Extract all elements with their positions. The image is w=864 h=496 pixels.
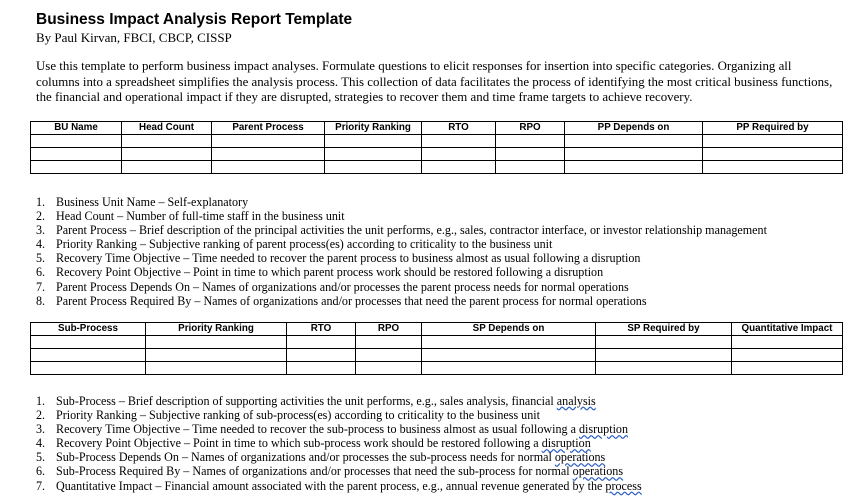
table-cell[interactable]: [565, 148, 703, 161]
table-row: [31, 148, 843, 161]
table-cell[interactable]: [596, 362, 732, 375]
table-cell[interactable]: [287, 349, 356, 362]
intro-paragraph: Use this template to perform business impact analyses. Formulate questions to elicit responses for insertion into specific categories. Organizing all columns into a spreadsheet simplifies the analysis process. This collection of data facilitates the process of identifying the most critical business functions, the financial and operational impact if they are disrupted, strategies to recover them and time frame targets to achieve recovery.: [36, 59, 833, 105]
list-item: 4. Priority Ranking – Subjective ranking of parent process(es) according to criticality to the business unit: [36, 237, 553, 252]
table-header-row: [31, 323, 843, 336]
sub-process-definitions-list: [36, 394, 642, 493]
table-cell[interactable]: [31, 362, 146, 375]
list-item: 5. Sub-Process Depends On – Names of organizations and/or processes the sub-process needs for normal operations: [36, 450, 606, 465]
table-cell[interactable]: [596, 336, 732, 349]
table-cell[interactable]: [732, 336, 843, 349]
table-cell[interactable]: [422, 362, 596, 375]
list-item: 7. Parent Process Depends On – Names of organizations and/or processes the parent process needs for normal operations: [36, 279, 629, 294]
list-item: 7. Quantitative Impact – Financial amount associated with the parent process, e.g., annual revenue generated by the process: [36, 478, 642, 493]
col-rpo: RPO: [496, 122, 565, 135]
sub-process-table: [30, 322, 843, 375]
list-item: 6. Sub-Process Required By – Names of organizations and/or processes that need the sub-process for normal operations: [36, 464, 624, 479]
table-row: [31, 349, 843, 362]
author-byline: By Paul Kirvan, FBCI, CBCP, CISSP: [36, 30, 232, 45]
table-cell[interactable]: [212, 148, 325, 161]
table-cell[interactable]: [422, 148, 496, 161]
table-row: [31, 362, 843, 375]
table-cell[interactable]: [31, 336, 146, 349]
table-cell[interactable]: [496, 148, 565, 161]
table-cell[interactable]: [146, 362, 287, 375]
table-cell[interactable]: [325, 135, 422, 148]
table-cell[interactable]: [732, 362, 843, 375]
col-pp-depends-on: PP Depends on: [565, 122, 703, 135]
col-priority-ranking: Priority Ranking: [146, 323, 287, 336]
table-cell[interactable]: [325, 161, 422, 174]
table-cell[interactable]: [122, 161, 212, 174]
table-cell[interactable]: [31, 161, 122, 174]
table-cell[interactable]: [31, 135, 122, 148]
list-item: 5. Recovery Time Objective – Time needed to recover the parent process to business almost as usual following a disruption: [36, 251, 641, 266]
table-cell[interactable]: [325, 148, 422, 161]
table-header-row: [31, 122, 843, 135]
list-item: 8. Parent Process Required By – Names of organizations and/or processes that need the parent process for normal operations: [36, 293, 647, 308]
spellcheck-flagged-word: operations: [572, 464, 624, 479]
table-cell[interactable]: [565, 161, 703, 174]
spellcheck-flagged-word: process: [605, 478, 642, 493]
table-row: [31, 336, 843, 349]
table-cell[interactable]: [122, 148, 212, 161]
table-cell[interactable]: [732, 349, 843, 362]
table-cell[interactable]: [496, 161, 565, 174]
table-cell[interactable]: [356, 349, 422, 362]
spellcheck-flagged-word: operations: [554, 450, 606, 465]
list-item: 2. Head Count – Number of full-time staff in the business unit: [36, 209, 345, 224]
table-cell[interactable]: [287, 336, 356, 349]
list-item: 3. Recovery Time Objective – Time needed to recover the sub-process to business almost as usual following a disruption: [36, 422, 629, 437]
table-cell[interactable]: [422, 349, 596, 362]
table-cell[interactable]: [703, 161, 843, 174]
table-cell[interactable]: [356, 362, 422, 375]
table-cell[interactable]: [212, 135, 325, 148]
table-cell[interactable]: [287, 362, 356, 375]
col-head-count: Head Count: [122, 122, 212, 135]
table-cell[interactable]: [422, 336, 596, 349]
table-cell[interactable]: [703, 148, 843, 161]
list-item: 2. Priority Ranking – Subjective ranking of sub-process(es) according to criticality to the business unit: [36, 408, 540, 423]
col-rpo: RPO: [356, 323, 422, 336]
table-row: [31, 161, 843, 174]
col-bu-name: BU Name: [31, 122, 122, 135]
parent-process-definitions-list: [36, 195, 767, 308]
col-parent-process: Parent Process: [212, 122, 325, 135]
table-cell[interactable]: [703, 135, 843, 148]
table-cell[interactable]: [422, 135, 496, 148]
col-rto: RTO: [287, 323, 356, 336]
col-sp-required-by: SP Required by: [596, 323, 732, 336]
table-cell[interactable]: [146, 349, 287, 362]
table-cell[interactable]: [122, 135, 212, 148]
col-sp-depends-on: SP Depends on: [422, 323, 596, 336]
list-item: 4. Recovery Point Objective – Point in time to which sub-process work should be restored following a disruption: [36, 436, 591, 451]
list-item: 1. Sub-Process – Brief description of supporting activities the unit performs, e.g., sales analysis, financial analysis: [36, 394, 596, 408]
col-priority-ranking: Priority Ranking: [325, 122, 422, 135]
col-quantitative-impact: Quantitative Impact: [732, 323, 843, 336]
table-cell[interactable]: [31, 349, 146, 362]
spellcheck-flagged-word: disruption: [578, 422, 629, 437]
list-item: 6. Recovery Point Objective – Point in time to which parent process work should be restored following a disruption: [36, 265, 604, 280]
list-item: 3. Parent Process – Brief description of the principal activities the unit performs, e.g., sales, contractor interface, or investor relationship management: [36, 223, 767, 238]
spellcheck-flagged-word: analysis: [556, 394, 596, 408]
table-row: [31, 135, 843, 148]
col-sub-process: Sub-Process: [31, 323, 146, 336]
table-cell[interactable]: [596, 349, 732, 362]
table-cell[interactable]: [422, 161, 496, 174]
table-cell[interactable]: [146, 336, 287, 349]
table-cell[interactable]: [565, 135, 703, 148]
document-title: Business Impact Analysis Report Template: [36, 11, 353, 28]
col-pp-required-by: PP Required by: [703, 122, 843, 135]
list-item: 1. Business Unit Name – Self-explanatory: [36, 195, 249, 209]
bu-parent-process-table: [30, 121, 843, 174]
table-cell[interactable]: [31, 148, 122, 161]
table-cell[interactable]: [212, 161, 325, 174]
col-rto: RTO: [422, 122, 496, 135]
spellcheck-flagged-word: disruption: [541, 436, 591, 451]
table-cell[interactable]: [356, 336, 422, 349]
table-cell[interactable]: [496, 135, 565, 148]
